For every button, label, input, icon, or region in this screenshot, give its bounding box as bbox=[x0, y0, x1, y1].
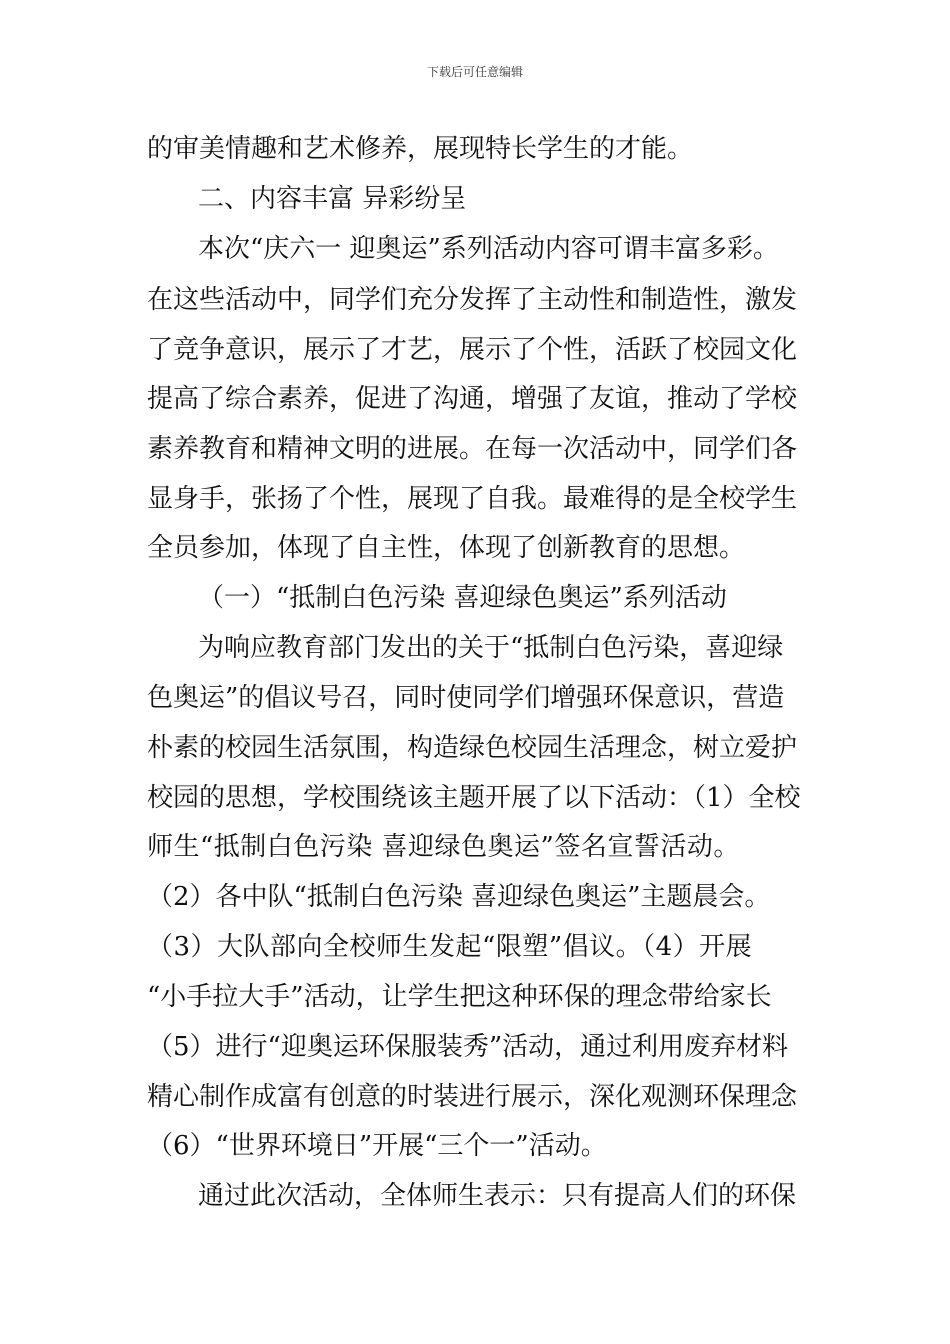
paragraph-line: 本次“庆六一 迎奥运”系列活动内容可谓丰富多彩。 bbox=[198, 234, 779, 264]
paragraph-line: 为响应教育部门发出的关于“抵制白色污染，喜迎绿 bbox=[198, 633, 784, 663]
paragraph-line: （3）大队部向全校师生发起“限塑”倡议。（4）开展 bbox=[147, 932, 753, 962]
paragraph-line: 显身手，张扬了个性，展现了自我。最难得的是全校学生 bbox=[147, 484, 798, 514]
page-header: 下载后可任意编辑 bbox=[426, 65, 523, 79]
paragraph-line: 师生“抵制白色污染 喜迎绿色奥运”签名宣誓活动。 bbox=[147, 832, 740, 862]
paragraph-line: 全员参加，体现了自主性，体现了创新教育的思想。 bbox=[147, 533, 746, 563]
paragraph-line: 通过此次活动，全体师生表示：只有提高人们的环保 bbox=[198, 1181, 797, 1211]
paragraph-line: 提高了综合素养，促进了沟通，增强了友谊，推动了学校 bbox=[147, 384, 798, 414]
subsection-heading: （一）“抵制白色污染 喜迎绿色奥运”系列活动 bbox=[198, 583, 727, 613]
paragraph-line: 校园的思想，学校围绕该主题开展了以下活动：（1）全校 bbox=[147, 783, 801, 813]
paragraph-line: 的审美情趣和艺术修养，展现特长学生的才能。 bbox=[147, 134, 694, 164]
section-heading: 二、内容丰富 异彩纷呈 bbox=[198, 184, 467, 214]
paragraph-line: （5）进行“迎奥运环保服装秀”活动，通过利用废弃材料 bbox=[147, 1032, 789, 1062]
paragraph-line: （2）各中队“抵制白色污染 喜迎绿色奥运”主题晨会。 bbox=[147, 882, 771, 912]
paragraph-line: 朴素的校园生活氛围，构造绿色校园生活理念，树立爱护 bbox=[147, 733, 798, 763]
paragraph-line: 在这些活动中，同学们充分发挥了主动性和制造性，激发 bbox=[147, 285, 798, 315]
paragraph-line: 色奥运”的倡议号召，同时使同学们增强环保意识，营造 bbox=[147, 683, 785, 713]
paragraph-line: 素养教育和精神文明的进展。在每一次活动中，同学们各 bbox=[147, 434, 798, 464]
paragraph-line: 精心制作成富有创意的时装进行展示，深化观测环保理念 bbox=[147, 1082, 798, 1112]
paragraph-line: “小手拉大手”活动，让学生把这种环保的理念带给家长 bbox=[147, 982, 772, 1012]
paragraph-line: 了竞争意识，展示了才艺，展示了个性，活跃了校园文化 bbox=[147, 335, 798, 365]
paragraph-line: （6）“世界环境日”开展“三个一”活动。 bbox=[147, 1131, 607, 1161]
